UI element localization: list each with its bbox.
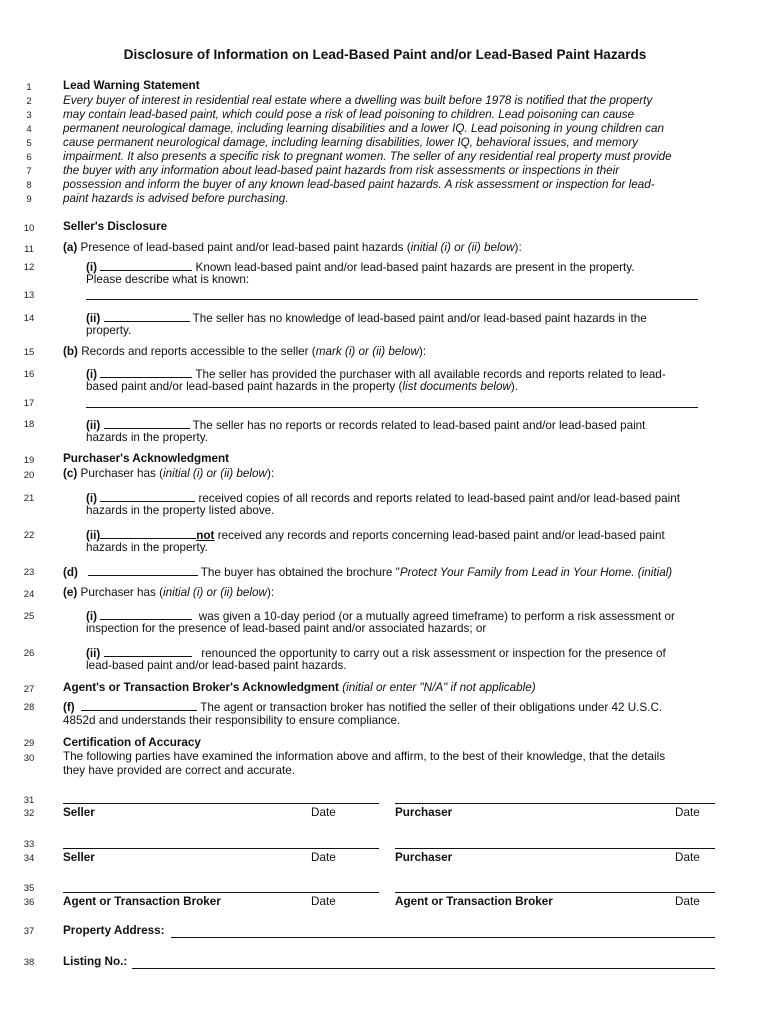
item-e-i-label: (i)	[86, 610, 98, 623]
item-b	[63, 345, 426, 359]
line-number: 30	[23, 753, 35, 764]
item-e-ii-text: renounced the opportunity to carry out a risk assessment or inspection for the presence of	[201, 647, 666, 660]
warning-line: paint hazards is advised before purchasing.	[63, 192, 289, 205]
line-number: 15	[23, 347, 35, 358]
document-title: Disclosure of Information on Lead-Based Paint and/or Lead-Based Paint Hazards	[123, 47, 647, 62]
line-number: 34	[23, 853, 35, 864]
purchaser-label: Purchaser	[395, 851, 453, 864]
agent-acknowledgment-note: (initial or enter "N/A" if not applicable)	[342, 681, 536, 694]
item-e-ii-text2: lead-based paint and/or lead-based paint hazards.	[86, 659, 347, 672]
date-label: Date	[675, 851, 700, 864]
item-e-text: Purchaser has (	[80, 586, 164, 599]
item-d-italic: Protect Your Family from Lead in Your Home. (initial)	[399, 566, 673, 579]
line-number: 38	[23, 957, 35, 968]
item-e-label: (e)	[63, 586, 78, 599]
item-b-end: ):	[418, 345, 427, 358]
item-c	[63, 467, 274, 481]
item-b-label: (b)	[63, 345, 78, 358]
initial-blank-c-ii[interactable]	[100, 527, 196, 539]
line-number: 19	[23, 455, 35, 466]
initial-blank-c-i[interactable]	[100, 490, 195, 502]
item-f-text2: 4852d and understands their responsibility to ensure compliance.	[63, 714, 401, 727]
initial-blank-e-i[interactable]	[100, 608, 192, 620]
seller-label: Seller	[63, 851, 95, 864]
line-number: 16	[23, 369, 35, 380]
item-f-text: The agent or transaction broker has notified the seller of their obligations under 42 U.S.C.	[200, 701, 663, 714]
item-c-ii-text2: hazards in the property.	[86, 541, 208, 554]
line-number: 27	[23, 684, 35, 695]
line-number: 17	[23, 398, 35, 409]
date-label: Date	[675, 806, 700, 819]
initial-blank-f[interactable]	[81, 699, 197, 711]
item-b-i-text: The seller has provided the purchaser with all available records and reports related to lead-	[195, 368, 666, 381]
agent-acknowledgment-heading-row	[63, 681, 536, 695]
seller-signature-line[interactable]	[63, 848, 379, 849]
line-number: 7	[26, 166, 32, 177]
line-number: 6	[26, 152, 32, 163]
item-b-ii-label: (ii)	[86, 419, 101, 432]
item-e-i-text: was given a 10-day period (or a mutually agreed timeframe) to perform a risk assessment or	[198, 610, 675, 623]
item-a-ii-label: (ii)	[86, 312, 101, 325]
item-c-i-label: (i)	[86, 492, 98, 505]
initial-blank-b-i[interactable]	[100, 366, 192, 378]
item-d-label: (d)	[63, 566, 78, 579]
item-c-ii-label: (ii)	[86, 529, 101, 542]
purchasers-acknowledgment-heading: Purchaser's Acknowledgment	[63, 452, 230, 465]
warning-line: may contain lead-based paint, which could pose a risk of lead poisoning to children. Lead poisoning can cause	[63, 108, 635, 121]
item-a	[63, 241, 522, 255]
line-number: 14	[23, 313, 35, 324]
line-number: 35	[23, 883, 35, 894]
item-a-ii-text: The seller has no knowledge of lead-based paint and/or lead-based paint hazards in the	[192, 312, 647, 325]
describe-known-line[interactable]	[86, 299, 698, 300]
warning-line: the buyer with any information about lead-based paint hazards from risk assessments or inspections in their	[63, 164, 620, 177]
line-number: 32	[23, 808, 35, 819]
line-number: 31	[23, 795, 35, 806]
item-a-i-text2: Please describe what is known:	[86, 273, 250, 286]
item-f	[63, 699, 662, 715]
item-a-end: ):	[514, 241, 522, 254]
item-a-label: (a)	[63, 241, 78, 254]
warning-line: possession and inform the buyer of any known lead-based paint hazards. A risk assessment or inspection for lead-	[63, 178, 655, 191]
agent-label: Agent or Transaction Broker	[395, 895, 553, 908]
item-e	[63, 586, 274, 600]
item-d-text: The buyer has obtained the brochure "	[200, 566, 400, 579]
item-a-italic: initial (i) or (ii) below	[410, 241, 515, 254]
date-label: Date	[311, 895, 336, 908]
line-number: 11	[24, 244, 34, 255]
item-b-i-end: ).	[510, 380, 519, 393]
initial-blank-d[interactable]	[88, 564, 198, 576]
initial-blank-a-ii[interactable]	[104, 310, 190, 322]
agent-acknowledgment-heading: Agent's or Transaction Broker's Acknowledgment	[63, 681, 339, 694]
line-number: 29	[23, 738, 35, 749]
item-b-ii-text: The seller has no reports or records related to lead-based paint and/or lead-based paint	[192, 419, 646, 432]
line-number: 22	[23, 530, 35, 541]
warning-line: impairment. It also presents a specific risk to pregnant women. The seller of any residential real property must provide	[63, 150, 672, 163]
warning-line: cause permanent neurological damage, including learning disabilities, lower IQ, behavioral issues, and memory	[63, 136, 638, 149]
property-address-label: Property Address:	[63, 924, 165, 937]
item-f-label: (f)	[63, 701, 75, 714]
purchaser-label: Purchaser	[395, 806, 453, 819]
initial-blank-a-i[interactable]	[100, 259, 192, 271]
warning-line: permanent neurological damage, including learning disabilities and a lower IQ. Lead poisoning in young children can	[63, 122, 664, 135]
certification-line: they have provided are correct and accurate.	[63, 764, 295, 777]
seller-signature-line[interactable]	[63, 803, 379, 804]
item-c-ii-not: not	[196, 529, 215, 542]
line-number: 21	[23, 493, 35, 504]
certification-heading: Certification of Accuracy	[63, 736, 201, 749]
line-number: 28	[23, 702, 35, 713]
date-label: Date	[311, 851, 336, 864]
line-number: 18	[23, 419, 35, 430]
list-documents-line[interactable]	[86, 407, 698, 408]
item-e-i-text2: inspection for the presence of lead-based paint and/or associated hazards; or	[86, 622, 487, 635]
item-e-ii-label: (ii)	[86, 647, 101, 660]
item-b-text: Records and reports accessible to the seller (	[81, 345, 316, 358]
item-b-ii-text2: hazards in the property.	[86, 431, 208, 444]
item-a-text: Presence of lead-based paint and/or lead-based paint hazards (	[80, 241, 411, 254]
initial-blank-b-ii[interactable]	[104, 417, 190, 429]
sellers-disclosure-heading: Seller's Disclosure	[63, 220, 168, 233]
purchaser-signature-line[interactable]	[395, 848, 715, 849]
item-c-label: (c)	[63, 467, 78, 480]
item-a-ii-text2: property.	[86, 324, 132, 337]
line-number: 10	[23, 223, 35, 234]
item-a-i-label: (i)	[86, 261, 98, 274]
line-number: 20	[23, 470, 35, 481]
item-a-ii	[86, 310, 647, 326]
date-label: Date	[311, 806, 336, 819]
item-c-ii-text: received any records and reports concerning lead-based paint and/or lead-based paint	[217, 529, 665, 542]
line-number: 26	[23, 648, 35, 659]
warning-heading: Lead Warning Statement	[63, 79, 200, 92]
item-b-i-line2	[86, 380, 518, 394]
line-number: 25	[23, 611, 35, 622]
line-number: 12	[23, 262, 35, 273]
item-c-text: Purchaser has (	[80, 467, 164, 480]
line-number: 23	[23, 567, 35, 578]
seller-label: Seller	[63, 806, 95, 819]
line-number: 1	[26, 82, 32, 93]
item-c-i-text2: hazards in the property listed above.	[86, 504, 275, 517]
item-a-i-text: Known lead-based paint and/or lead-based paint hazards are present in the property.	[195, 261, 635, 274]
warning-line: Every buyer of interest in residential real estate where a dwelling was built before 1978 is notified that the property	[63, 94, 653, 107]
line-number: 36	[23, 897, 35, 908]
initial-blank-e-ii[interactable]	[104, 645, 192, 657]
line-number: 4	[26, 124, 32, 135]
item-e-end: ):	[266, 586, 275, 599]
item-e-italic: initial (i) or (ii) below	[163, 586, 267, 599]
line-number: 8	[26, 180, 32, 191]
line-number: 13	[23, 290, 35, 301]
item-c-italic: initial (i) or (ii) below	[163, 467, 267, 480]
line-number: 9	[26, 194, 32, 205]
agent-signature-line[interactable]	[395, 892, 715, 893]
item-b-i-text2: based paint and/or lead-based paint hazards in the property (	[86, 380, 403, 393]
line-number: 5	[26, 138, 32, 149]
item-c-i-text: received copies of all records and reports related to lead-based paint and/or lead-based paint	[198, 492, 680, 505]
agent-label: Agent or Transaction Broker	[63, 895, 221, 908]
line-number: 2	[26, 96, 32, 107]
item-d	[63, 564, 672, 580]
certification-line: The following parties have examined the information above and affirm, to the best of their knowledge, that the details	[63, 750, 666, 763]
line-number: 24	[23, 589, 35, 600]
listing-number-line[interactable]	[132, 968, 715, 969]
item-b-i-italic: list documents below	[402, 380, 511, 393]
item-b-i-label: (i)	[86, 368, 98, 381]
agent-signature-line[interactable]	[63, 892, 379, 893]
purchaser-signature-line[interactable]	[395, 803, 715, 804]
property-address-line[interactable]	[171, 937, 715, 938]
line-number: 3	[26, 110, 32, 121]
line-number: 37	[23, 926, 35, 937]
item-c-end: ):	[266, 467, 275, 480]
item-b-italic: mark (i) or (ii) below	[315, 345, 419, 358]
date-label: Date	[675, 895, 700, 908]
listing-number-label: Listing No.:	[63, 955, 128, 968]
line-number: 33	[23, 839, 35, 850]
